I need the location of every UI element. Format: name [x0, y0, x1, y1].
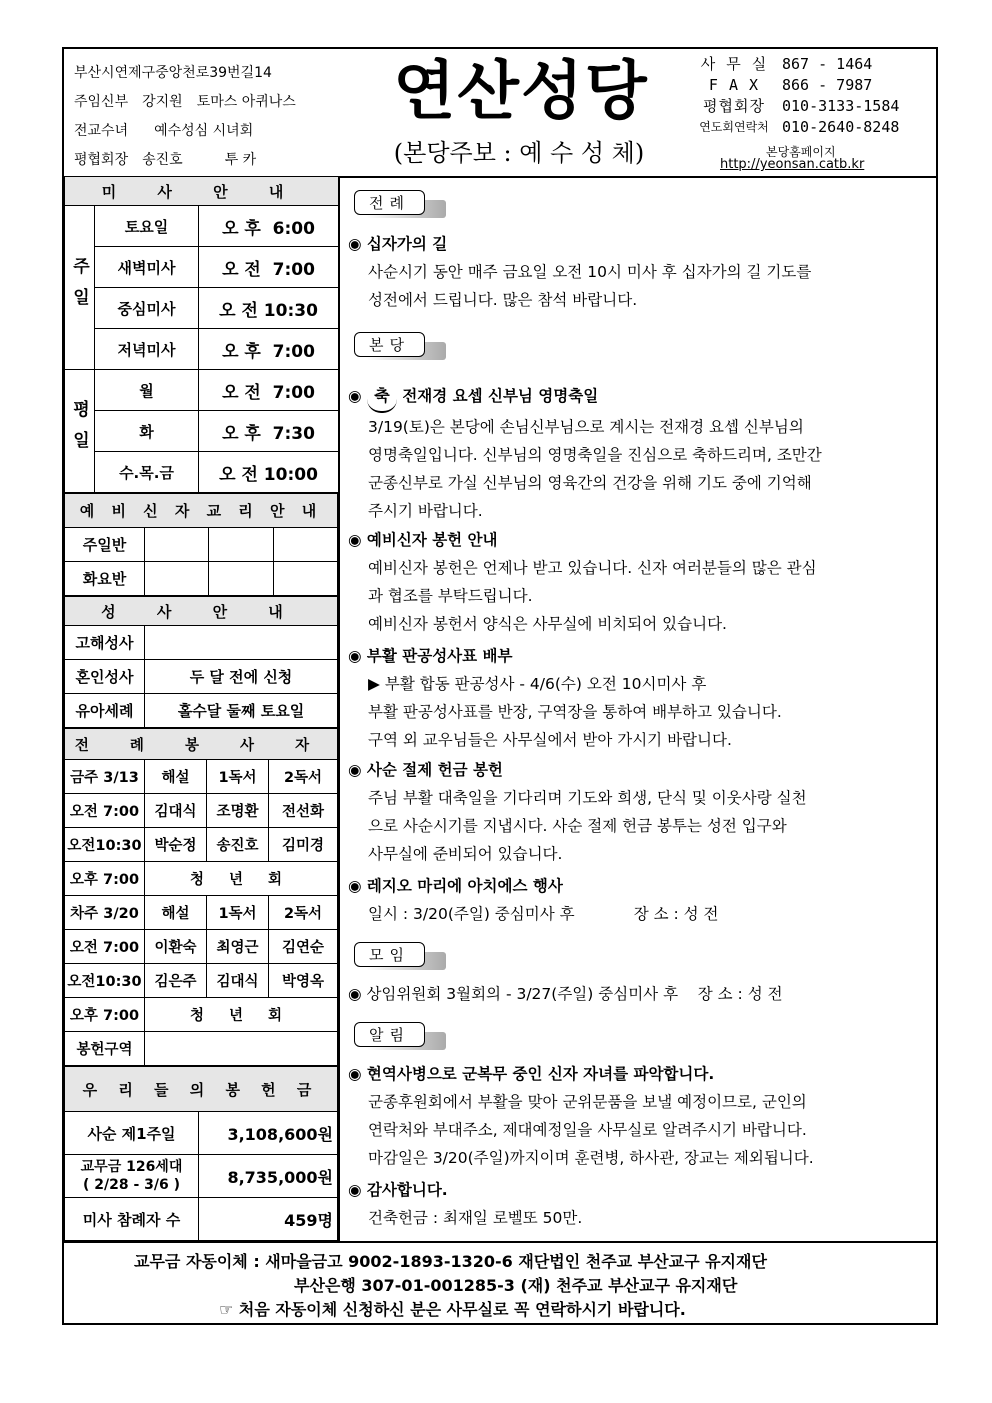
bulletin-frame [62, 47, 938, 1325]
header [64, 49, 936, 178]
body-line: 건축헌금 : 최재일 로벨또 50만. [368, 1209, 583, 1227]
contact-value: 010-2640-8248 [782, 117, 900, 136]
body-line: 부활 판공성사표를 반장, 구역장을 통하여 배부하고 있습니다. [368, 703, 782, 721]
sacrament-value: 두 달 전에 신청 [145, 660, 338, 694]
body-line: 으로 사순시기를 지냅시다. 사순 절제 헌금 봉투는 성전 입구와 [368, 817, 787, 835]
server-name: 최영근 [207, 930, 269, 964]
role-label: 2독서 [269, 760, 338, 794]
footer-line: 부산은행 307-01-001285-3 (재) 천주교 부산교구 유지재단 [294, 1276, 738, 1295]
server-name: 송진호 [207, 828, 269, 862]
section-feast [348, 382, 822, 525]
week-label: 차주 3/20 [65, 896, 145, 930]
role-label: 1독서 [207, 760, 269, 794]
body-line: 군종신부로 가실 신부님의 영육간의 건강을 위해 기도 중에 기억해 [368, 474, 812, 492]
mass-time-label: 오전10:30 [65, 964, 145, 998]
server-name: 김대식 [145, 794, 207, 828]
server-name: 김미경 [269, 828, 338, 862]
tag-label: 전례 [354, 190, 425, 215]
body-line: 과 협조를 부탁드립니다. [368, 587, 533, 605]
section-lent-offering [348, 756, 807, 868]
pastor-name: 강지원 [142, 93, 183, 110]
contact-value: 010-3133-1584 [782, 96, 900, 115]
mass-time: 오 후 7:30 [199, 411, 339, 452]
mass-time: 오 후 6:00 [199, 206, 339, 247]
sacrament-value: 홀수달 둘째 토요일 [145, 694, 338, 728]
section-thanks [348, 1176, 582, 1232]
sacrament-value [145, 626, 338, 660]
offering-title: 우 리 들 의 봉 헌 금 [65, 1067, 338, 1112]
section-cross [348, 230, 811, 314]
section-title: ◉ 레지오 마리에 아치에스 행사 [348, 877, 563, 895]
server-name: 조명환 [207, 794, 269, 828]
empty-cell [145, 562, 209, 596]
tag-label: 모임 [354, 942, 425, 967]
offering-table [64, 1066, 338, 1241]
body-line: 성전에서 드립니다. 많은 참석 바랍니다. [368, 291, 638, 309]
empty-cell [273, 528, 337, 562]
contact-key: 연도회연락처 [699, 120, 769, 134]
role-label: 2독서 [269, 896, 338, 930]
youth-group: 청 년 회 [145, 998, 338, 1032]
left-column [64, 176, 340, 1241]
empty-cell [209, 528, 273, 562]
body-line: 군종후원회에서 부활을 맞아 군위문품을 보낼 예정이므로, 군인의 [368, 1093, 807, 1111]
right-column [340, 176, 936, 1241]
footer-line: 교무금 자동이체 : 새마을금고 9002-1893-1320-6 재단법인 천주교 부산교구 유지재단 [134, 1252, 767, 1271]
role-label: 해설 [145, 896, 207, 930]
body-line: ▶ 부활 합동 판공성사 - 4/6(수) 오전 10시미사 후 [368, 675, 707, 693]
empty-cell [209, 562, 273, 596]
contact-value: 866 - 7987 [782, 75, 873, 94]
class-name: 화요반 [65, 562, 145, 596]
section-title: ◉ 십자가의 길 [348, 235, 448, 253]
server-name: 이환숙 [145, 930, 207, 964]
mass-time-label: 오전10:30 [65, 828, 145, 862]
homepage-label: 본당홈페이지 [766, 145, 836, 159]
tag-label: 알림 [354, 1022, 425, 1047]
mass-name: 새벽미사 [95, 247, 199, 288]
role-label: 해설 [145, 760, 207, 794]
offering-area-label: 봉헌구역 [65, 1032, 145, 1066]
week-label: 금주 3/13 [65, 760, 145, 794]
offering-name: 교무금 126세대 ( 2/28 - 3/6 ) [65, 1155, 199, 1198]
contact-value: 867 - 1464 [782, 54, 873, 73]
contact-row [686, 74, 931, 95]
tag-label: 본당 [354, 332, 425, 357]
sacrament-title: 성 사 안 내 [65, 597, 338, 626]
mass-time: 오 전 7:00 [199, 370, 339, 411]
pastor-label: 주임신부 [74, 93, 129, 110]
address: 부산시연제구중앙천로39번길14 [74, 64, 272, 81]
mass-name: 화 [95, 411, 199, 452]
section-title: ◉ 감사합니다. [348, 1181, 448, 1199]
mass-time-label: 오후 7:00 [65, 862, 145, 896]
contact-row [686, 53, 931, 74]
body-line: 사무실에 준비되어 있습니다. [368, 845, 563, 863]
mass-time: 오 전 10:30 [199, 288, 339, 329]
council-label: 평협회장 [74, 151, 129, 168]
body-line: ◉ 상임위원회 3월회의 - 3/27(주일) 중심미사 후 장 소 : 성 전 [348, 985, 783, 1003]
server-name: 박순정 [145, 828, 207, 862]
mass-name: 월 [95, 370, 199, 411]
homepage-link[interactable]: http://yeonsan.catb.kr [720, 157, 865, 172]
section-title-text: 전재경 요셉 신부님 영명축일 [402, 387, 599, 405]
contacts [686, 53, 931, 172]
mass-time-label: 오후 7:00 [65, 998, 145, 1032]
server-name: 박영옥 [269, 964, 338, 998]
server-name: 김은주 [145, 964, 207, 998]
server-name: 김대식 [207, 964, 269, 998]
pastor-baptism: 토마스 아퀴나스 [196, 93, 296, 110]
contact-key: 사 무 실 [700, 55, 768, 73]
section-soldiers [348, 1060, 814, 1172]
header-info [74, 57, 364, 173]
council-name: 송진호 [142, 151, 183, 168]
tag-notice [354, 1022, 425, 1047]
section-confession [348, 642, 782, 754]
section-title: ◉ 사순 절제 헌금 봉헌 [348, 761, 503, 779]
body-line: 예비신자 봉헌서 양식은 사무실에 비치되어 있습니다. [368, 615, 727, 633]
body-line: 일시 : 3/20(주일) 중심미사 후 장 소 : 성 전 [368, 905, 719, 923]
contact-row [686, 95, 931, 116]
offering-name: 미사 참례자 수 [65, 1198, 199, 1241]
section-title: ◉ 현역사병으로 군복무 중인 신자 자녀를 파악합니다. [348, 1065, 715, 1083]
mass-name: 수.목.금 [95, 452, 199, 493]
role-label: 1독서 [207, 896, 269, 930]
body-line: 영명축일입니다. 신부님의 영명축일을 진심으로 축하드리며, 조만간 [368, 446, 822, 464]
footer [64, 1241, 936, 1325]
class-name: 주일반 [65, 528, 145, 562]
server-name: 김연순 [269, 930, 338, 964]
empty-cell [145, 528, 209, 562]
section-legio [348, 872, 719, 928]
contact-key: F A X [708, 75, 760, 94]
empty-cell [145, 1032, 338, 1066]
mass-time: 오 후 7:00 [199, 329, 339, 370]
mass-name: 중심미사 [95, 288, 199, 329]
sacrament-name: 혼인성사 [65, 660, 145, 694]
page-title: 연산성당 [393, 55, 649, 129]
catechumen-title: 예 비 신 자 교 리 안 내 [65, 494, 338, 528]
empty-cell [273, 562, 337, 596]
page-subtitle: (본당주보 : 예 수 성 체) [393, 139, 645, 167]
sacrament-table [64, 596, 338, 728]
body-line: 주시기 바랍니다. [368, 502, 483, 520]
offering-amount: 3,108,600원 [199, 1112, 338, 1155]
attendance-count: 459명 [199, 1198, 338, 1241]
tag-liturgy [354, 190, 425, 215]
mass-title: 미 사 안 내 [65, 177, 339, 206]
offering-amount: 8,735,000원 [199, 1155, 338, 1198]
mass-time-label: 오전 7:00 [65, 794, 145, 828]
mass-name: 토요일 [95, 206, 199, 247]
council-baptism: 투 카 [224, 151, 257, 168]
celebration-icon: 축 [367, 385, 397, 413]
body-line: 마감일은 3/20(주일)까지이며 훈련병, 하사관, 장교는 제외됩니다. [368, 1149, 814, 1167]
contact-row [686, 116, 931, 137]
offering-name: 사순 제1주일 [65, 1112, 199, 1155]
mass-time: 오 전 10:00 [199, 452, 339, 493]
servers-table [64, 728, 338, 1066]
body-line: 연락처와 부대주소, 제대예정일을 사무실로 알려주시기 바랍니다. [368, 1121, 807, 1139]
nuns-name: 예수성심 시녀회 [154, 122, 254, 139]
mass-table [64, 176, 339, 493]
tag-meeting [354, 942, 425, 967]
nuns-label: 전교수녀 [74, 122, 129, 139]
footer-line: ☞ 처음 자동이체 신청하신 분은 사무실로 꼭 연락하시기 바랍니다. [219, 1300, 686, 1319]
weekday-label: 평일 [65, 370, 95, 493]
sacrament-name: 유아세례 [65, 694, 145, 728]
mass-time-label: 오전 7:00 [65, 930, 145, 964]
body-line: 주님 부활 대축일을 기다리며 기도와 희생, 단식 및 이웃사랑 실천 [368, 789, 807, 807]
mass-name: 저녁미사 [95, 329, 199, 370]
section-meeting [348, 980, 783, 1008]
server-name: 전선화 [269, 794, 338, 828]
youth-group: 청 년 회 [145, 862, 338, 896]
section-title: ◉ 예비신자 봉헌 안내 [348, 531, 498, 549]
tag-parish [354, 332, 425, 357]
section-catechumen [348, 526, 817, 638]
section-title: ◉ 부활 판공성사표 배부 [348, 647, 513, 665]
body-line: 사순시기 동안 매주 금요일 오전 10시 미사 후 십자가의 길 기도를 [368, 263, 812, 281]
servers-title: 전 례 봉 사 자 [65, 729, 338, 760]
sunday-label: 주일 [65, 206, 95, 370]
mass-time: 오 전 7:00 [199, 247, 339, 288]
catechumen-table [64, 493, 338, 596]
contact-key: 평협회장 [703, 97, 765, 115]
body-line: 3/19(토)은 본당에 손님신부님으로 계시는 전재경 요셉 신부님의 [368, 418, 804, 436]
section-title: ◉ 축 전재경 요셉 신부님 영명축일 [348, 382, 822, 413]
sacrament-name: 고해성사 [65, 626, 145, 660]
body-line: 구역 외 교우님들은 사무실에서 받아 가시기 바랍니다. [368, 731, 732, 749]
body-line: 예비신자 봉헌은 언제나 받고 있습니다. 신자 여러분들의 많은 관심 [368, 559, 817, 577]
